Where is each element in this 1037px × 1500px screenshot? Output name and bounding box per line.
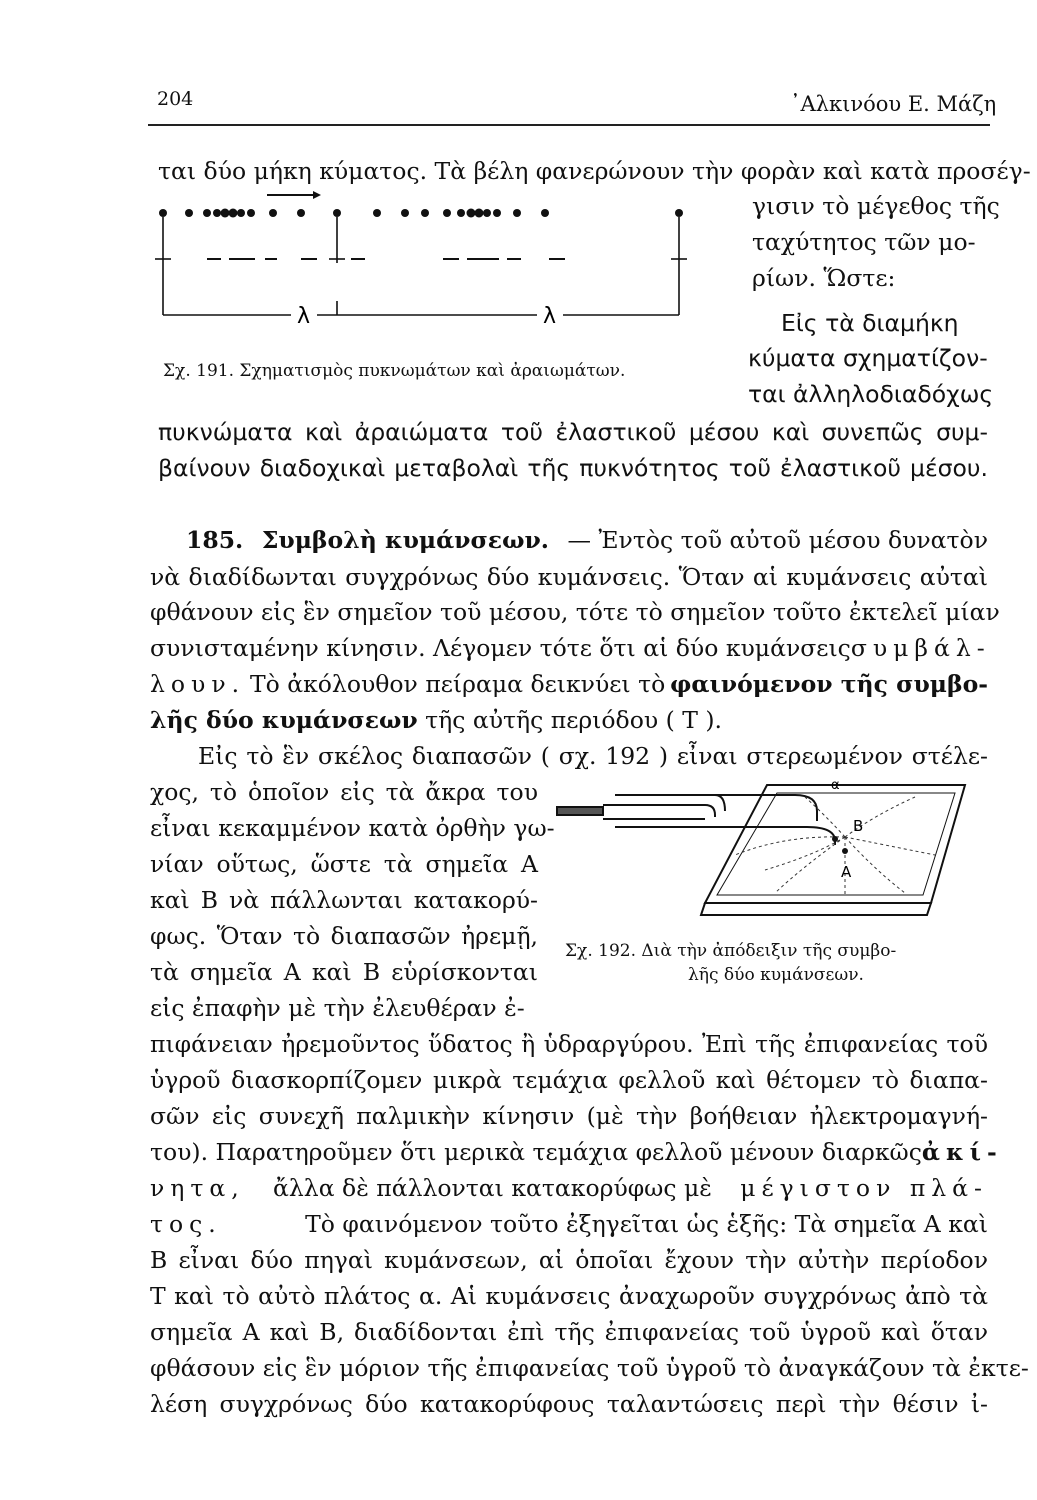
- bold-term: φαινόμενον τῆς συμβο-: [670, 670, 988, 698]
- markers: [155, 217, 687, 315]
- text-line: [150, 667, 988, 702]
- text-line: πιφάνειαν ἠρεμοῦντος ὕδατος ἢ ὑδραργύρου. Ἐπὶ τῆς ἐπιφανείας τοῦ: [150, 1030, 988, 1058]
- text-line: σημεῖα Α καὶ Β, διαδίδονται ἐπὶ τῆς ἐπιφανείας τοῦ ὑγροῦ καὶ ὅταν: [150, 1318, 988, 1346]
- text-line: [150, 1135, 1003, 1170]
- page-number: 204: [157, 88, 194, 110]
- text-line: γισιν τὸ μέγεθος τῆς: [752, 192, 1000, 220]
- label-alpha: α: [831, 778, 840, 793]
- text-line: Β εἶναι δύο πηγαὶ κυμάνσεων, αἱ ὁποῖαι ἔχουν τὴν αὐτὴν περίοδον: [150, 1246, 988, 1274]
- running-title: ᾿Αλκινόου Ε. Μάζη: [790, 92, 997, 116]
- figure-192-caption-1: Σχ. 192. Διὰ τὴν ἀπόδειξιν τῆς συμβο-: [565, 941, 897, 961]
- text-line: φως. Ὅταν τὸ διαπασῶν ἠρεμῇ,: [150, 922, 538, 950]
- text-line: εἶναι κεκαμμένον κατὰ ὀρθὴν γω-: [150, 814, 555, 842]
- text-run: τῆς αὐτῆς περιόδου ( Τ ).: [417, 706, 723, 734]
- text-run: Τὸ ἀκόλουθον πείραμα δεικνύει τὸ: [249, 670, 666, 698]
- text-line: ται ἀλληλοδιαδόχως: [748, 380, 994, 408]
- text-run: Τὸ φαινόμενον τοῦτο ἐξηγεῖται ὡς ἑξῆς: Τὰ σημεῖα Α καὶ: [305, 1210, 988, 1238]
- label-a: Α: [841, 863, 852, 881]
- text-line: ὑγροῦ διασκορπίζομεν μικρὰ τεμάχια φελλοῦ καὶ θέτομεν τὸ διαπα-: [150, 1066, 988, 1094]
- text-line: νὰ διαδίδωνται συγχρόνως δύο κυμάνσεις. Ὅταν αἱ κυμάνσεις αὐταὶ: [150, 563, 988, 591]
- lambda-left: λ: [297, 304, 311, 323]
- text-line: Εἰς τὰ διαμήκη: [781, 309, 959, 337]
- figure-191-caption: Σχ. 191. Σχηματισμὸς πυκνωμάτων καὶ ἀραιωμάτων.: [163, 361, 626, 381]
- point-a: [842, 848, 848, 854]
- text-line: [150, 631, 991, 666]
- text-line: ρίων. Ὥστε:: [752, 264, 896, 292]
- section-title: Συμβολὴ κυμάνσεων.: [261, 526, 549, 554]
- text-line: Τ καὶ τὸ αὐτὸ πλάτος α. Αἱ κυμάνσεις ἀναχωροῦν συγχρόνως ἀπὸ τὰ: [150, 1282, 988, 1310]
- text-line: φθάνουν εἰς ἓν σημεῖον τοῦ μέσου, τότε τὸ σημεῖον τοῦτο ἐκτελεῖ μίαν: [150, 598, 1000, 626]
- text-line: Εἰς τὸ ἓν σκέλος διαπασῶν ( σχ. 192 ) εἶναι στερεωμένον στέλε-: [198, 742, 988, 770]
- text-line: εἰς ἐπαφὴν μὲ τὴν ἐλευθέραν ἐ-: [150, 994, 525, 1022]
- text-line: [150, 703, 722, 738]
- text-line: χος, τὸ ὁποῖον εἰς τὰ ἄκρα του: [150, 778, 538, 806]
- tuning-fork: [557, 795, 835, 845]
- interference-pattern: [735, 797, 935, 895]
- spaced-term: συμβάλ-: [850, 634, 991, 662]
- section-number: 185.: [186, 526, 244, 554]
- label-b: Β: [853, 817, 864, 835]
- arrow-top: [267, 191, 321, 199]
- text-run: του). Παρατηροῦμεν ὅτι μερικὰ τεμάχια φελλοῦ μένουν διαρκῶς: [150, 1138, 922, 1166]
- text-line: σῶν εἰς συνεχῆ παλμικὴν κίνησιν (μὲ τὴν βοήθειαν ἠλεκτρομαγνή-: [150, 1102, 988, 1130]
- text-line: πυκνώματα καὶ ἀραιώματα τοῦ ἐλαστικοῦ μέσου καὶ συνεπῶς συμ-: [158, 418, 988, 446]
- text-line: ται δύο μήκη κύματος. Τὰ βέλη φανερώνουν τὴν φορὰν καὶ κατὰ προσέγ-: [158, 157, 1031, 185]
- text-line: τὰ σημεῖα Α καὶ Β εὑρίσκονται: [150, 958, 538, 986]
- liquid-tray: [701, 785, 965, 915]
- spaced-term: μέγιστον πλά-: [740, 1174, 988, 1202]
- text-run: συνισταμένην κίνησιν. Λέγομεν τότε ὅτι αἱ δύο κυμάνσεις: [150, 634, 851, 662]
- text-line: καὶ Β νὰ πάλλωνται κατακορύ-: [150, 886, 538, 914]
- text-line: νίαν οὕτως, ὥστε τὰ σημεῖα Α: [150, 850, 538, 878]
- section-185-line: [186, 523, 988, 558]
- bold-term: λῆς δύο κυμάνσεων: [150, 706, 418, 734]
- text-line: κύματα σχηματίζον-: [748, 344, 988, 372]
- lambda-right: λ: [543, 304, 557, 323]
- spaced-term: ἀκί-: [921, 1138, 1003, 1166]
- particles: [159, 209, 683, 218]
- spaced-term: τος.: [150, 1210, 222, 1238]
- text-line: ταχύτητος τῶν μο-: [752, 228, 976, 256]
- figure-192-caption-2: λῆς δύο κυμάνσεων.: [688, 965, 864, 985]
- figure-192: [555, 775, 975, 935]
- spaced-term: νητα,: [150, 1174, 245, 1202]
- text-line: βαίνουν διαδοχικαὶ μεταβολαὶ τῆς πυκνότητος τοῦ ἐλαστικοῦ μέσου.: [158, 454, 988, 482]
- text-line: λέση συγχρόνως δύο κατακορύφους ταλαντώσεις περὶ τὴν θέσιν ἰ-: [150, 1390, 988, 1418]
- point-b: [832, 836, 838, 842]
- text-line: [150, 1171, 988, 1206]
- header-rule: [148, 124, 990, 126]
- text-run: ἄλλα δὲ πάλλονται κατακορύφως μὲ: [273, 1174, 712, 1202]
- text-line: [150, 1207, 988, 1242]
- text-line: φθάσουν εἰς ἓν μόριον τῆς ἐπιφανείας τοῦ ὑγροῦ τὸ ἀναγκάζουν τὰ ἐκτε-: [150, 1354, 1029, 1382]
- section-intro: — Ἐντὸς τοῦ αὐτοῦ μέσου δυνατὸν: [567, 526, 988, 554]
- figure-191: [155, 183, 700, 323]
- spaced-term: λουν.: [150, 670, 246, 698]
